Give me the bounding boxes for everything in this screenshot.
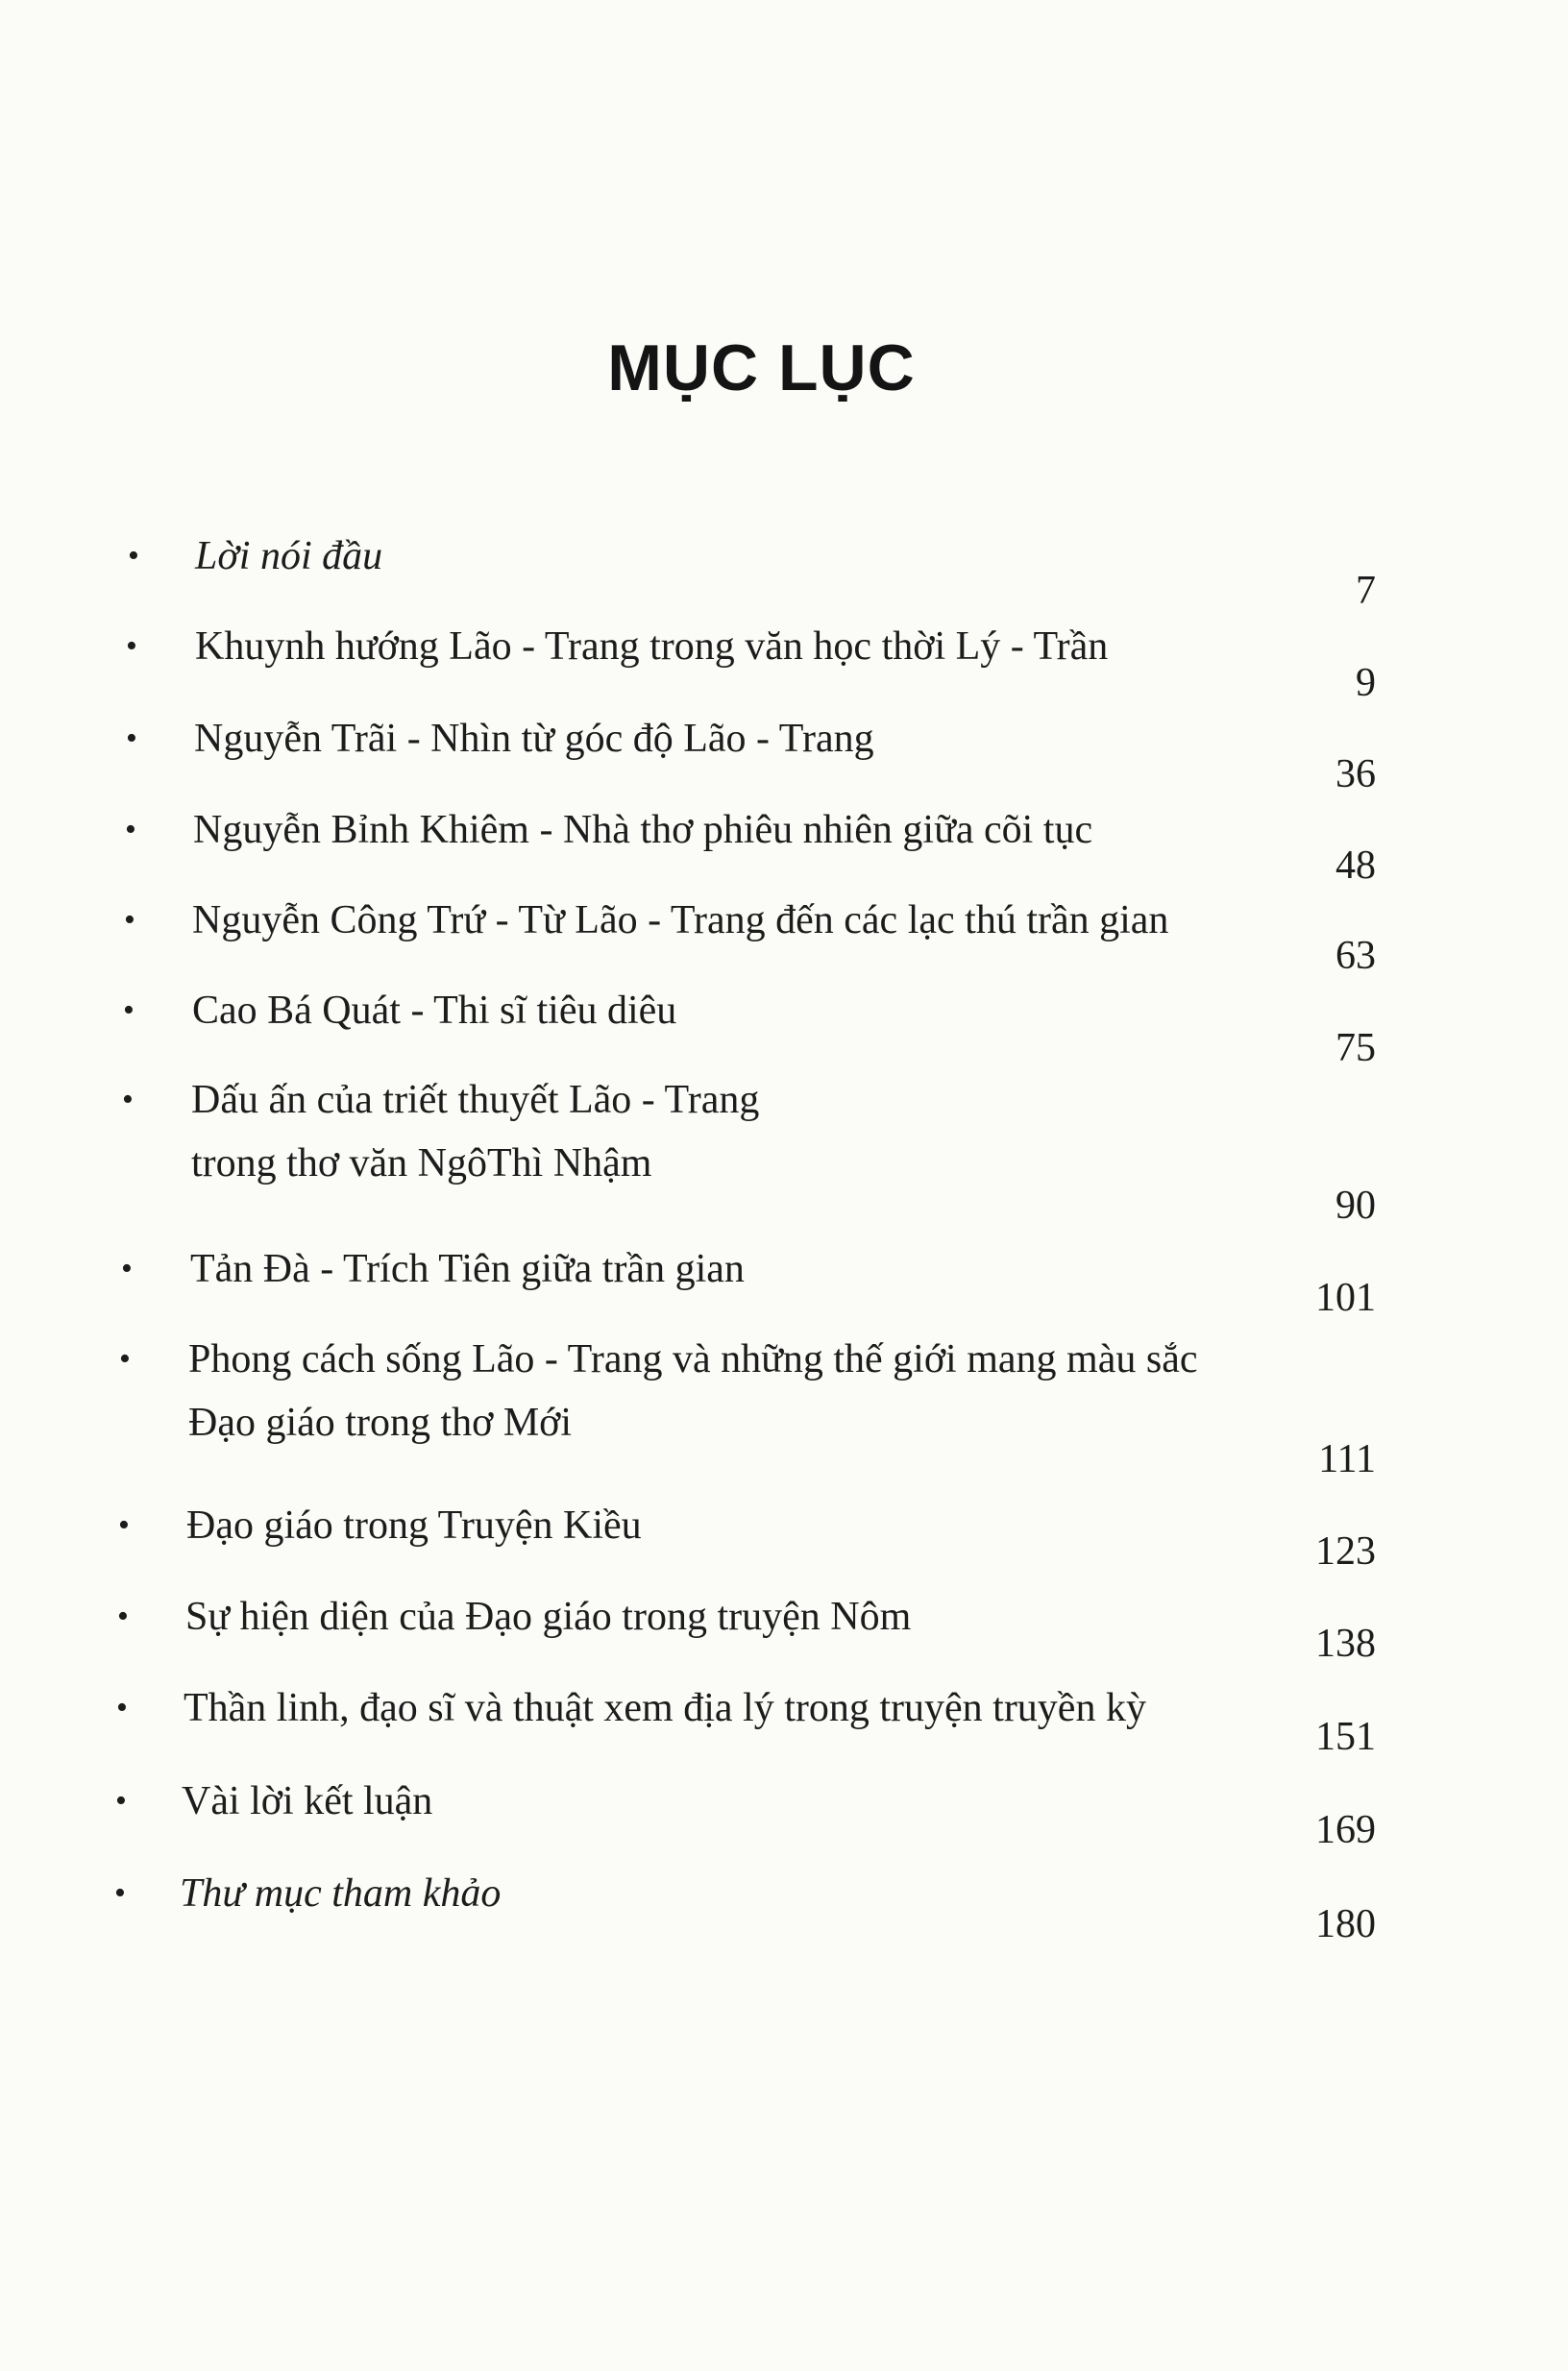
entry-page-number: 90 bbox=[1335, 1184, 1376, 1228]
entry-title bbox=[190, 1237, 745, 1301]
entry-page-number: 75 bbox=[1335, 1026, 1376, 1070]
entry-title bbox=[192, 889, 1168, 952]
entry-page-number: 151 bbox=[1315, 1715, 1376, 1759]
entry-page-number: 7 bbox=[1356, 569, 1376, 613]
entry-page-number: 180 bbox=[1315, 1902, 1376, 1946]
entry-title bbox=[185, 1585, 911, 1649]
bullet: • bbox=[116, 1690, 128, 1725]
entry-page-number: 48 bbox=[1335, 843, 1376, 888]
entry-title bbox=[186, 1494, 642, 1557]
bullet: • bbox=[128, 538, 139, 574]
bullet: • bbox=[126, 628, 137, 664]
entry-page-number: 9 bbox=[1356, 661, 1376, 705]
entry-title-line: Thần linh, đạo sĩ và thuật xem địa lý trong truyện truyền kỳ bbox=[184, 1686, 1146, 1730]
entry-title bbox=[192, 979, 676, 1042]
entry-page-number: 123 bbox=[1315, 1529, 1376, 1574]
entry-title-line: Cao Bá Quát - Thi sĩ tiêu diêu bbox=[192, 989, 677, 1033]
bullet: • bbox=[122, 1082, 134, 1117]
entry-title-line: Đạo giáo trong Truyện Kiều bbox=[186, 1503, 642, 1548]
entry-page-number: 111 bbox=[1318, 1437, 1376, 1481]
entry-page-number: 101 bbox=[1315, 1276, 1376, 1320]
bullet: • bbox=[115, 1783, 127, 1819]
bullet: • bbox=[123, 992, 135, 1028]
entry-title bbox=[193, 798, 1092, 862]
entry-page-number: 36 bbox=[1335, 752, 1376, 796]
bullet: • bbox=[121, 1251, 133, 1286]
bullet: • bbox=[126, 721, 137, 756]
entry-title-line: trong thơ văn NgôThì Nhậm bbox=[191, 1141, 652, 1186]
entry-title-line: Sự hiện diện của Đạo giáo trong truyện Nôm bbox=[185, 1595, 912, 1639]
entry-title bbox=[184, 1676, 1146, 1740]
bullet: • bbox=[124, 902, 135, 938]
entry-page-number: 138 bbox=[1315, 1622, 1376, 1666]
entry-page-number: 63 bbox=[1335, 934, 1376, 978]
entry-title-line: Thư mục tham khảo bbox=[180, 1871, 502, 1916]
bullet: • bbox=[117, 1599, 129, 1634]
entry-title bbox=[188, 1328, 1197, 1454]
bullet: • bbox=[118, 1507, 130, 1543]
entry-title bbox=[180, 1862, 501, 1925]
entry-page-number: 169 bbox=[1315, 1808, 1376, 1852]
entry-title-line: Phong cách sống Lão - Trang và những thế giới mang màu sắc bbox=[188, 1337, 1198, 1381]
entry-title-line: Nguyễn Trãi - Nhìn từ góc độ Lão - Trang bbox=[194, 717, 874, 761]
entry-title bbox=[182, 1770, 432, 1833]
entry-title-line: Lời nói đầu bbox=[195, 534, 383, 578]
entry-title-line: Vài lời kết luận bbox=[182, 1779, 433, 1823]
entry-title bbox=[195, 525, 382, 588]
page-title: MỤC LỤC bbox=[607, 331, 916, 404]
bullet: • bbox=[119, 1341, 131, 1377]
entry-title bbox=[191, 1068, 759, 1195]
entry-title-line: Nguyễn Công Trứ - Từ Lão - Trang đến các lạc thú trần gian bbox=[192, 898, 1169, 942]
entry-title-line: Đạo giáo trong thơ Mới bbox=[188, 1401, 573, 1445]
bullet: • bbox=[125, 812, 136, 847]
entry-title-line: Khuynh hướng Lão - Trang trong văn học thời Lý - Trần bbox=[195, 624, 1109, 669]
entry-title bbox=[195, 615, 1108, 678]
entry-title-line: Tản Đà - Trích Tiên giữa trần gian bbox=[190, 1247, 745, 1291]
entry-title bbox=[194, 707, 874, 770]
bullet: • bbox=[114, 1875, 126, 1911]
entry-title-line: Nguyễn Bỉnh Khiêm - Nhà thơ phiêu nhiên giữa cõi tục bbox=[193, 808, 1093, 852]
entry-title-line: Dấu ấn của triết thuyết Lão - Trang bbox=[191, 1078, 760, 1122]
